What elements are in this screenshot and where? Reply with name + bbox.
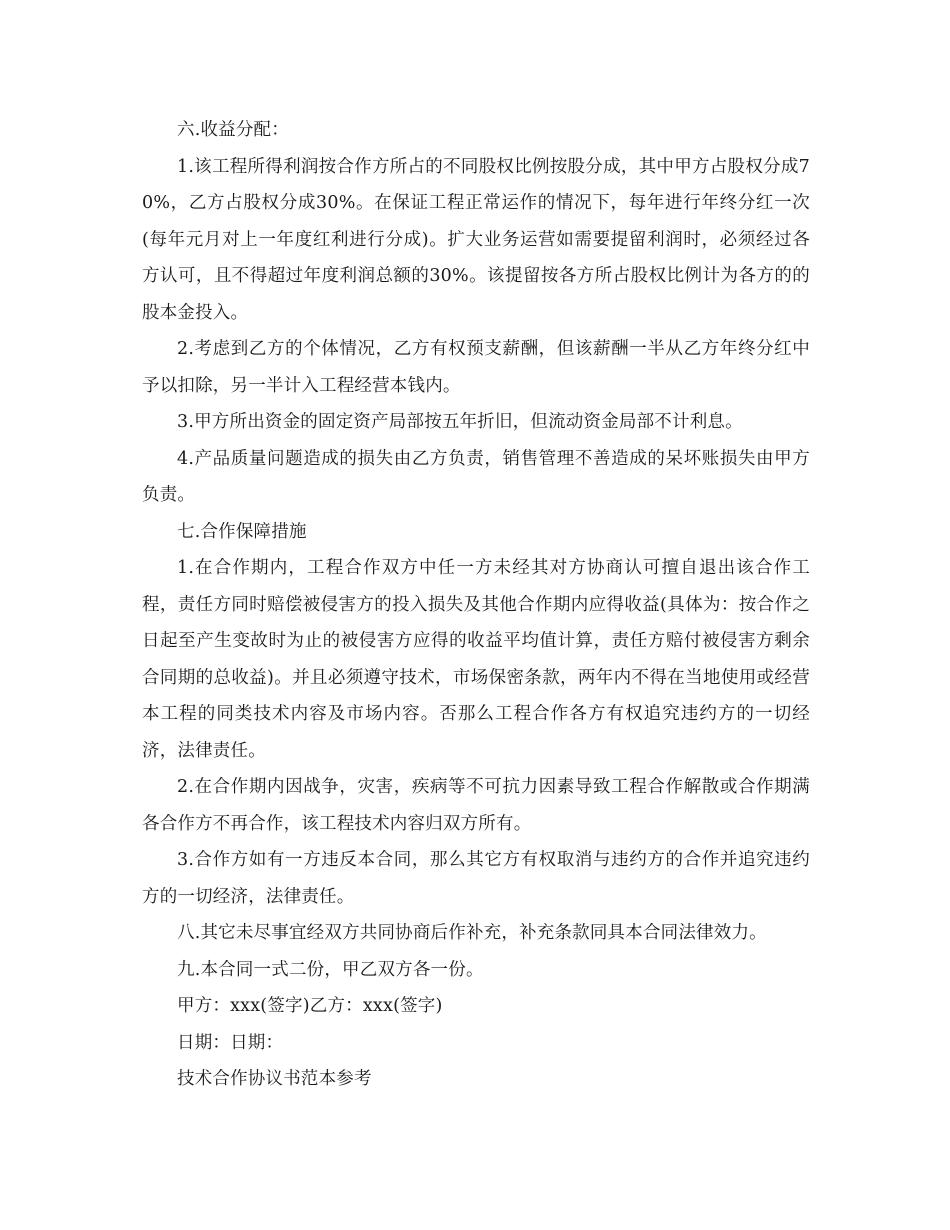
date-line: 日期：日期：	[177, 1032, 284, 1053]
document-body	[142, 112, 810, 1098]
paragraph-salary-advance: 2.考虑到乙方的个体情况，乙方有权预支薪酬，但该薪酬一半从乙方年终分红中予以扣除，另一半计入工程经营本钱内。	[142, 339, 810, 396]
paragraph-loss-responsibility: 4.产品质量问题造成的损失由乙方负责，销售管理不善造成的呆坏账损失由甲方负责。	[142, 448, 810, 505]
paragraph-force-majeure: 2.在合作期内因战争，灾害，疾病等不可抗力因素导致工程合作解散或合作期满各合作方不再合作，该工程技术内容归双方所有。	[142, 777, 810, 834]
paragraph-supplementary-terms: 八.其它未尽事宜经双方共同协商后作补充，补充条款同具本合同法律效力。	[177, 923, 767, 943]
paragraph-profit-share: 1.该工程所得利润按合作方所占的不同股权比例按股分成，其中甲方占股权分成70%，乙方占股权分成30%。在保证工程正常运作的情况下，每年进行年终分红一次(每年元月对上一年度红利进行分成)。扩大业务运营如需要提留利润时，必须经过各方认可，且不得超过年度利润总额的30%。该提留按各方所占股权比例计为各方的的股本金投入。	[142, 156, 810, 323]
section-heading-guarantee-measures: 七.合作保障措施	[177, 521, 307, 542]
section-heading-profit-distribution: 六.收益分配：	[177, 120, 289, 140]
paragraph-withdrawal-penalty: 1.在合作期内，工程合作双方中任一方未经其对方协商认可擅自退出该合作工程，责任方同时赔偿被侵害方的投入损失及其他合作期内应得收益(具体为：按合作之日起至产生变故时为止的被侵害方应得的收益平均值计算，责任方赔付被侵害方剩余合同期的总收益)。并且必须遵守技术，市场保密条款，两年内不得在当地使用或经营本工程的同类技术内容及市场内容。否那么工程合作各方有权追究违约方的一切经济，法律责任。	[142, 558, 810, 761]
document-footer-title: 技术合作协议书范本参考	[177, 1069, 372, 1089]
paragraph-breach: 3.合作方如有一方违反本合同，那么其它方有权取消与违约方的合作并追究违约方的一切经济，法律责任。	[142, 850, 810, 907]
paragraph-depreciation: 3.甲方所出资金的固定资产局部按五年折旧，但流动资金局部不计利息。	[177, 412, 743, 432]
paragraph-copies: 九.本合同一式二份，甲乙双方各一份。	[177, 959, 484, 980]
signature-line: 甲方：xxx(签字)乙方：xxx(签字)	[177, 996, 443, 1016]
